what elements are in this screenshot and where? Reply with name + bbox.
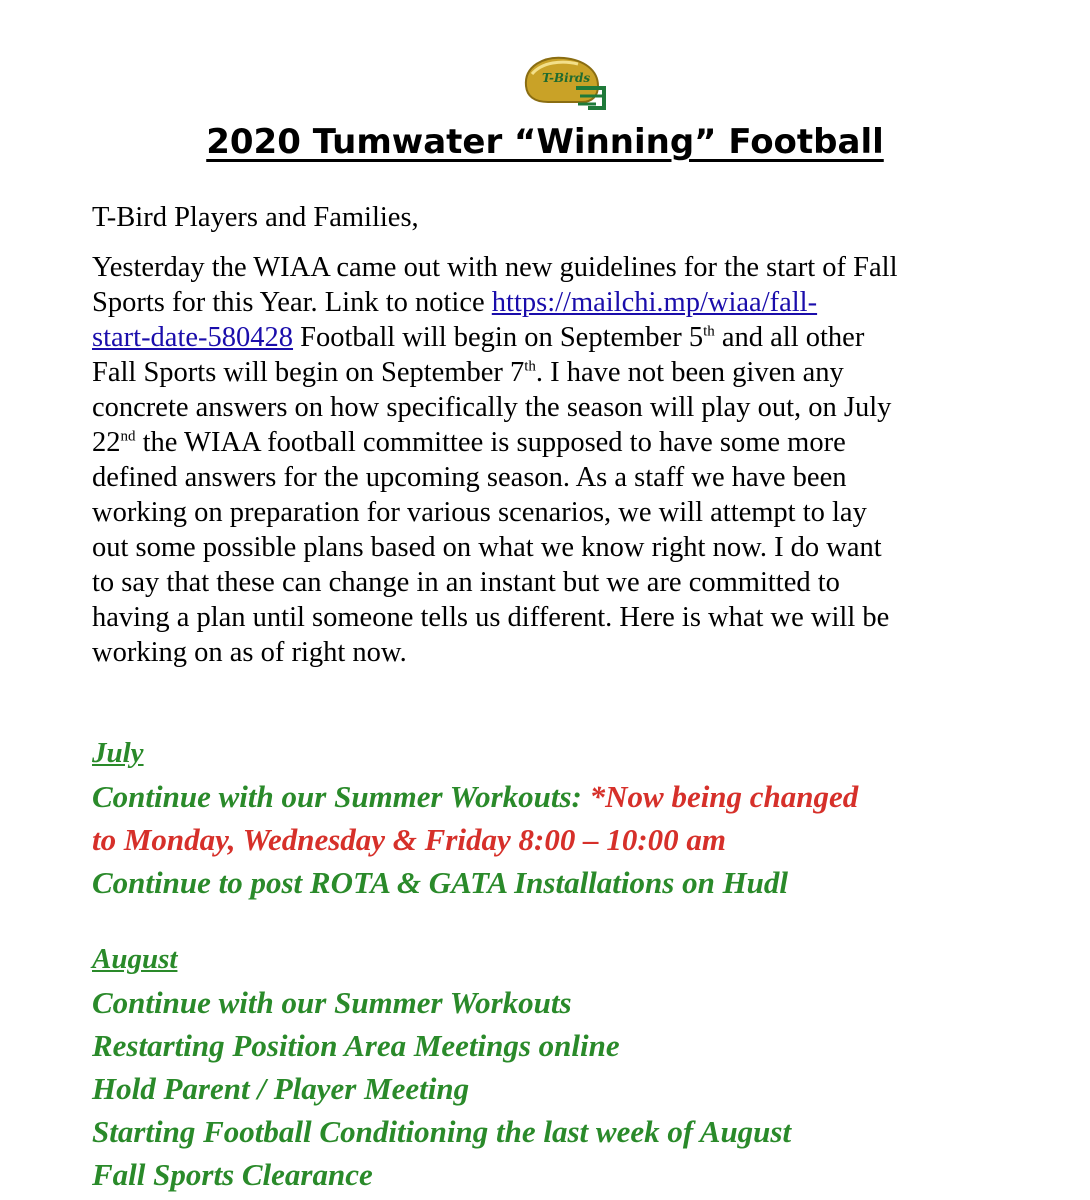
wiaa-notice-link-cont[interactable]: start-date-580428 [92, 322, 294, 353]
list-item: Hold Parent / Player Meeting [92, 1071, 470, 1106]
svg-text:T-Birds: T-Birds [542, 71, 591, 85]
intro-paragraph: Yesterday the WIAA came out with new guidelines for the start of Fall Sports for this Year. Link to notice https://mailchi.mp/wiaa/fall- start-date-580428 Football will begin on September 5th and all other Fall Sports will begin on September 7th. I have not been given any concrete answers on how specifically the season will play out, on July 22nd the WIAA football committee is supposed to have some more defined answers for the upcoming season. As a staff we have been working on preparation for various scenarios, we will attempt to lay out some possible plans based on what we know right now. I do want to say that these can change in an instant but we are committed to having a plan until someone tells us different. Here is what we will be working on as of right now. [92, 252, 898, 668]
wiaa-notice-link[interactable]: https://mailchi.mp/wiaa/fall- [491, 287, 818, 318]
greeting: T-Bird Players and Families, [92, 202, 419, 233]
list-item: Restarting Position Area Meetings online [92, 1028, 620, 1063]
july-heading: July [92, 737, 144, 769]
august-section [92, 938, 1052, 1196]
list-item: Fall Sports Clearance [92, 1157, 373, 1192]
list-item: Starting Football Conditioning the last week of August [92, 1114, 792, 1149]
august-heading: August [92, 943, 178, 975]
list-item: Continue with our Summer Workouts: *Now being changed [92, 779, 859, 814]
list-item: Continue with our Summer Workouts [92, 985, 572, 1020]
helmet-logo [518, 52, 610, 114]
july-section [92, 732, 1052, 904]
page-title: 2020 Tumwater “Winning” Football [206, 122, 884, 162]
list-item: to Monday, Wednesday & Friday 8:00 – 10:00 am [92, 822, 727, 857]
list-item: Continue to post ROTA & GATA Installations on Hudl [92, 865, 789, 900]
